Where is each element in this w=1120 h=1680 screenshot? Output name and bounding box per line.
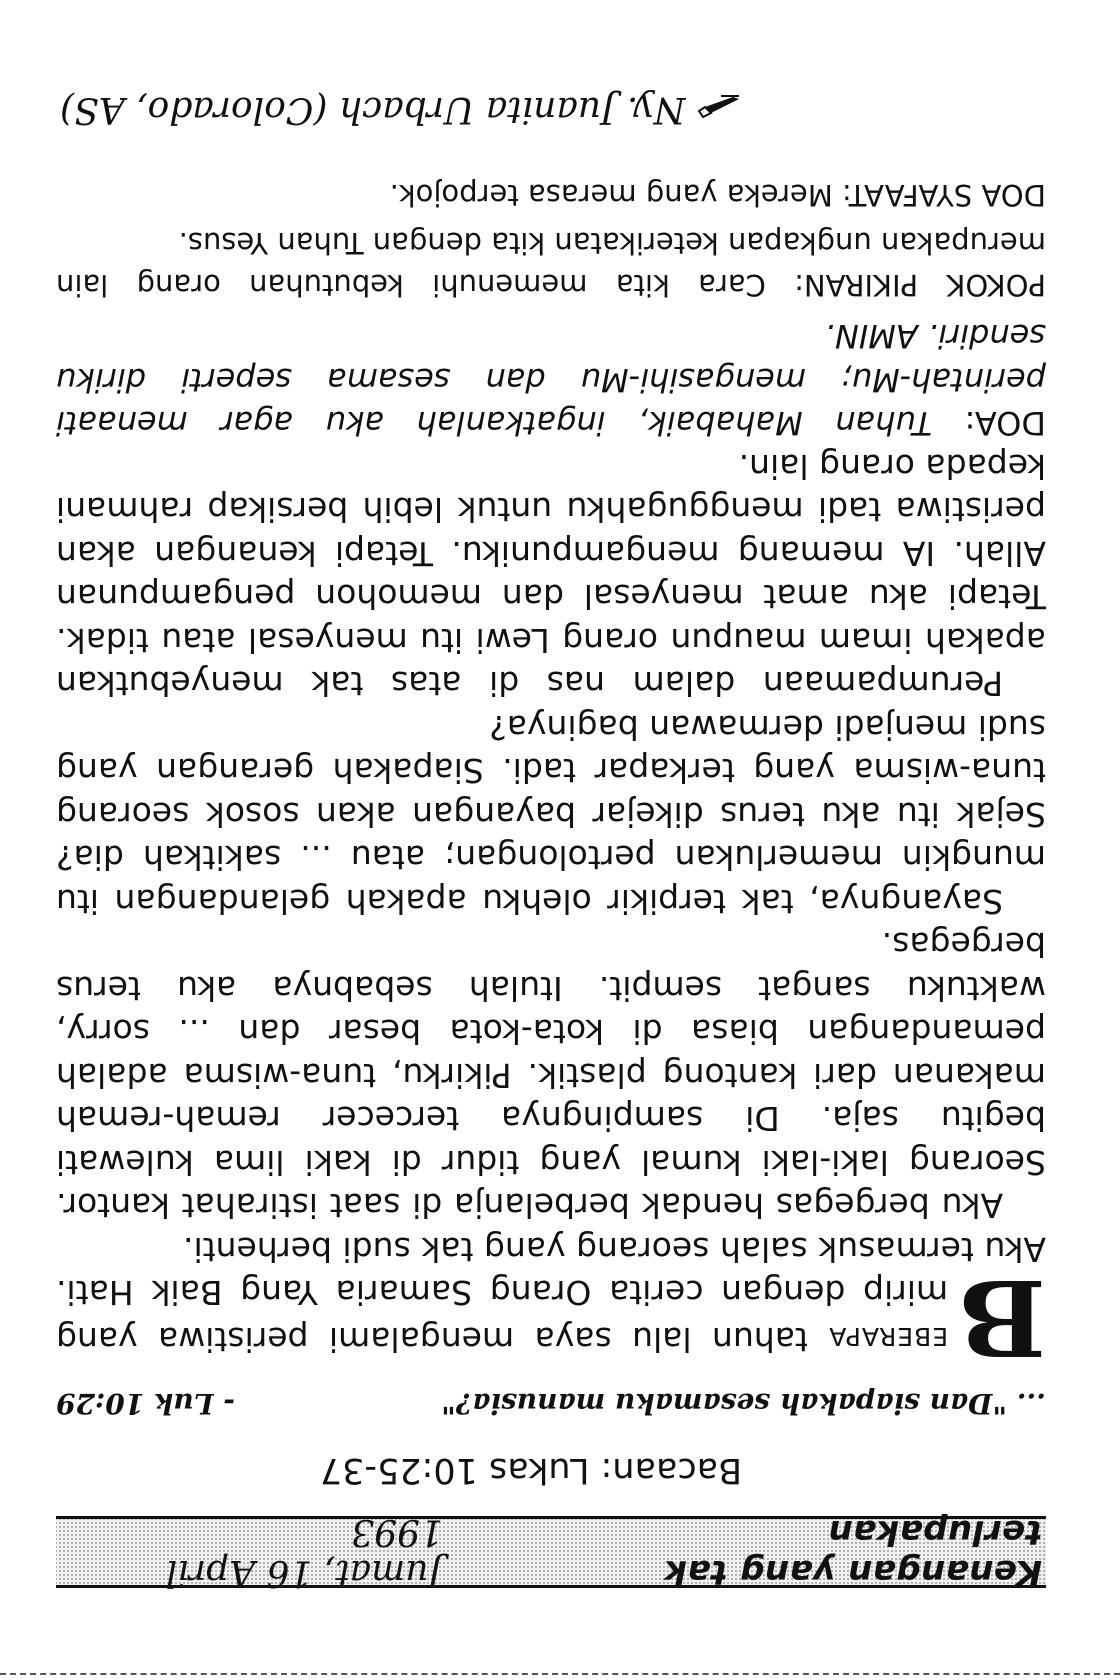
page-content xyxy=(56,89,1046,1593)
prayer xyxy=(56,314,1046,445)
cut-line xyxy=(0,1673,1120,1675)
paragraph-3: Sayangnya, tak terpikir olehku apakah gelandangan itu mungkin memerlukan pertolongan; atau ... sakitkah dia? Sejak itu aku terus dikejar bayangan akan sosok seorang tuna-wisma yang terkapar tadi. Siapakah gerangan yang sudi menjadi dermawan baginya? xyxy=(56,708,1046,921)
page-date: Jumat, 16 April 1993 xyxy=(165,1511,443,1593)
pen-icon xyxy=(697,95,741,119)
drop-cap: B xyxy=(958,1256,1046,1379)
prayer-text: Tuhan Mahabaik, ingatkanlah aku agar menaati perintah-Mu; mengasihi-Mu dan sesama seperti diriku sendiri. AMIN. xyxy=(56,317,1046,443)
paragraph-4: Perumpamaan dalam nas di atas tak menyebutkan apakah imam maupun orang Lewi itu menyesal atau tidak. Tetapi aku amat menyesal dan memohon pengampunan Allah. IA memang mengampuniku. Tetapi kenangan akan peristiwa tadi menggugahku untuk lebih bersikap rahmani kepada orang lain. xyxy=(56,447,1046,704)
author-name: Ny. Juanita Urbach (Colorado, AS) xyxy=(60,89,686,130)
key-verse xyxy=(56,1387,1046,1420)
intercession xyxy=(56,174,1046,216)
prayer-label: DOA: xyxy=(964,404,1046,443)
main-thought-label: POKOK PIKIRAN: xyxy=(794,268,1046,302)
article-body xyxy=(56,445,1046,1379)
first-word: EBERAPA xyxy=(828,1322,949,1351)
header-bar xyxy=(56,1511,1046,1593)
page-title: Kenangan yang tak terlupakan xyxy=(663,1512,1042,1592)
scripture-reading: Bacaan: Lukas 10:25-37 xyxy=(319,1450,743,1490)
key-verse-ref: - Luk 10:29 xyxy=(56,1387,235,1420)
paragraph-1 xyxy=(56,1228,1046,1379)
paragraph-1-text: tahun lalu saya mengalami peristiwa yang mirip dengan cerita Orang Samaria Yang Baik Hati. Aku termasuk salah seorang yang tak sudi berhenti. xyxy=(56,1230,1046,1359)
paragraph-2: Aku bergegas hendak berbelanja di saat istirahat kantor. Seorang laki-laki kumal yang tidur di kaki lima kulewati begitu saja. Di sampingnya tercecer remah-remah makanan dari kantong plastik. Pikirku, tuna-wisma adalah pemandangan biasa di kota-kota besar dan ... sorry, waktuku sangat sempit. Itulah sebabnya aku terus bergegas. xyxy=(56,925,1046,1226)
author-line xyxy=(56,89,1046,130)
intercession-text: Mereka yang merasa terpojok. xyxy=(389,178,843,212)
main-thought-text: Cara kita memenuhi kebutuhan orang lain merupakan ungkapan keterikatan kita dengan Tuhan Yesus. xyxy=(56,226,1046,302)
main-thought xyxy=(56,222,1046,306)
intercession-label: DOA SYAFAAT: xyxy=(842,178,1046,212)
key-verse-text: ... "Dan siapakah sesamaku manusia?" xyxy=(441,1387,1046,1420)
